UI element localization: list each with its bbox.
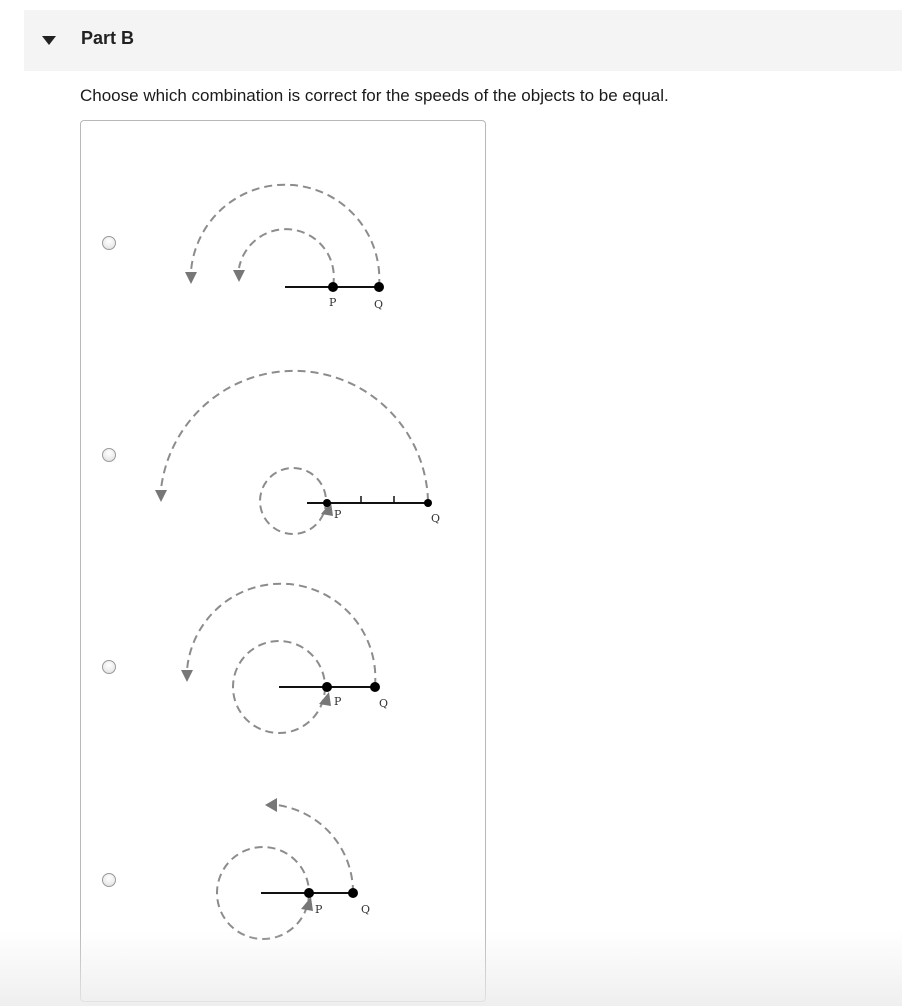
orbit-path-p: [260, 468, 326, 534]
part-title: Part B: [81, 28, 135, 48]
arrow-icon: [185, 272, 197, 284]
radio-button-option-1[interactable]: [102, 236, 116, 250]
answer-option-2[interactable]: [81, 346, 487, 558]
arrow-icon: [301, 897, 313, 911]
object-p-dot: [323, 499, 331, 507]
label-q: Q: [374, 298, 384, 311]
arrow-icon: [181, 670, 193, 682]
orbit-path-q: [277, 805, 353, 893]
label-q: Q: [379, 697, 389, 710]
orbit-path-q: [187, 584, 375, 686]
caret-down-icon[interactable]: [42, 36, 56, 45]
label-q: Q: [431, 512, 441, 525]
label-p: P: [334, 695, 342, 708]
object-p-dot: [328, 282, 338, 292]
diagram-option-4: [141, 771, 487, 983]
orbit-path-q: [191, 185, 379, 287]
question-text: Choose which combination is correct for the speeds of the objects to be equal.: [80, 86, 669, 105]
label-p: P: [334, 508, 342, 521]
radio-button-option-2[interactable]: [102, 448, 116, 462]
answer-options: [80, 120, 486, 1002]
orbit-path-p: [239, 229, 334, 286]
object-q-dot: [374, 282, 384, 292]
arrow-icon: [233, 270, 245, 282]
arrow-icon: [265, 798, 277, 812]
label-q: Q: [361, 903, 371, 916]
answer-option-3[interactable]: [81, 558, 487, 770]
label-p: P: [329, 296, 337, 309]
label-p: P: [315, 903, 323, 916]
diagram-option-1: [141, 136, 487, 348]
object-p-dot: [304, 888, 314, 898]
answer-option-4[interactable]: [81, 771, 487, 983]
radio-button-option-3[interactable]: [102, 660, 116, 674]
arrow-icon: [155, 490, 167, 502]
object-p-dot: [322, 682, 332, 692]
object-q-dot: [348, 888, 358, 898]
radio-button-option-4[interactable]: [102, 873, 116, 887]
orbit-path-q: [161, 371, 428, 501]
answer-option-1[interactable]: [81, 136, 487, 348]
object-q-dot: [370, 682, 380, 692]
part-header[interactable]: [24, 10, 902, 71]
object-q-dot: [424, 499, 432, 507]
diagram-option-2: [141, 346, 487, 558]
diagram-option-3: [141, 558, 487, 770]
